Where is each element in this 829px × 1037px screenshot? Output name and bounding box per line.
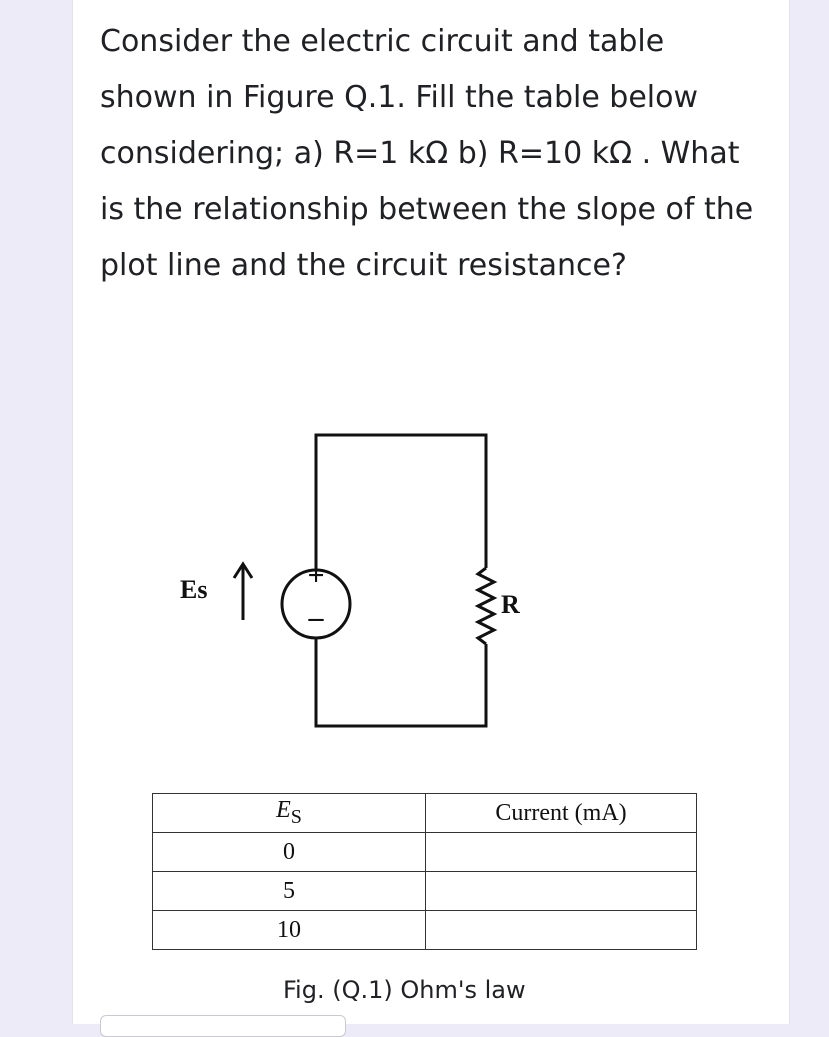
table-header-current: Current (mA) — [426, 794, 697, 833]
table-cell-current — [426, 911, 697, 950]
circuit-wire-top — [316, 435, 486, 570]
table-cell-current — [426, 833, 697, 872]
table-row — [153, 911, 697, 950]
resistor — [478, 568, 494, 644]
table-cell-es: 10 — [153, 911, 426, 950]
table-cell-current — [426, 872, 697, 911]
source-label: Es — [180, 575, 208, 604]
table-row — [153, 872, 697, 911]
plus-sign: + — [307, 559, 325, 592]
answer-input[interactable] — [100, 1015, 346, 1037]
table-cell-es: 0 — [153, 833, 426, 872]
table-row — [153, 833, 697, 872]
figure-caption: Fig. (Q.1) Ohm's law — [283, 976, 526, 1004]
es-header-sub: S — [290, 805, 302, 828]
data-table — [152, 793, 697, 950]
table-cell-es: 5 — [153, 872, 426, 911]
minus-sign: – — [308, 601, 324, 634]
circuit-diagram — [150, 420, 550, 740]
table-header-row — [153, 794, 697, 833]
es-header-main: E — [276, 797, 291, 824]
table-header-es — [153, 794, 426, 833]
question-text: Consider the electric circuit and table shown in Figure Q.1. Fill the table below considering; a) R=1 kΩ b) R=10 kΩ . What is the relationship between the slope of the plot line and the circuit resistance? — [100, 24, 754, 283]
circuit-wire-bottom — [316, 638, 486, 726]
resistor-label: R — [501, 590, 520, 619]
